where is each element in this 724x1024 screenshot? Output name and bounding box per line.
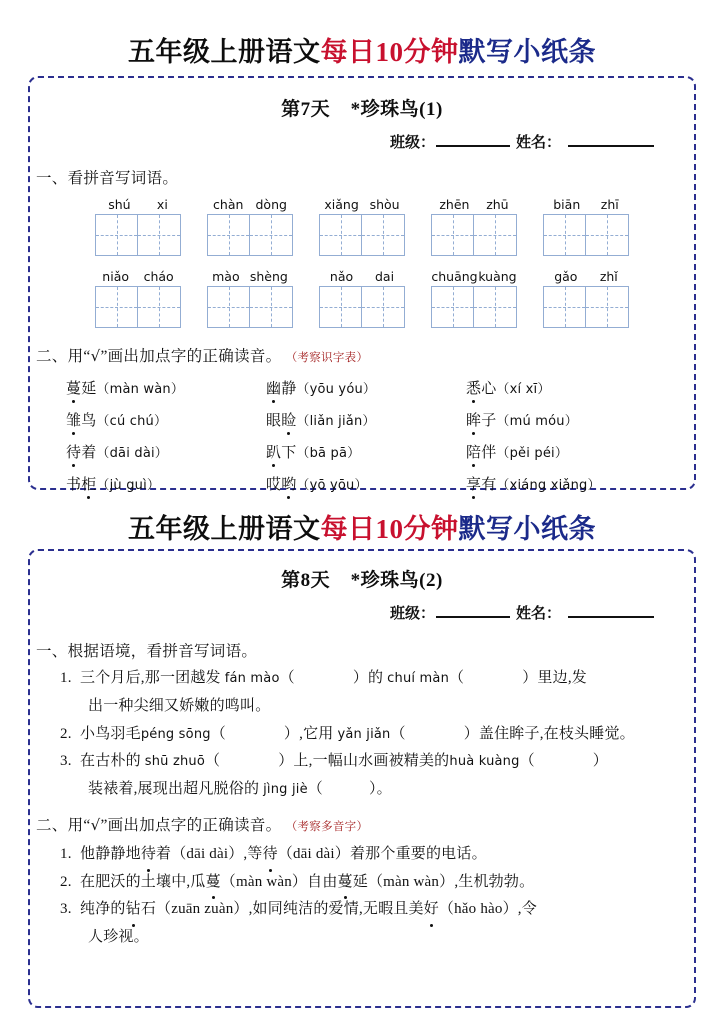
tianzige-box[interactable] bbox=[431, 214, 517, 256]
sentence-text: 小鸟羽毛 bbox=[80, 725, 141, 742]
sentence-text: （màn wàn）自由 bbox=[220, 873, 338, 890]
pinyin-choice-item[interactable] bbox=[66, 409, 266, 430]
q2-heading-2 bbox=[30, 813, 694, 835]
worksheet-2-id-line bbox=[30, 602, 694, 623]
pinyin-grid-item[interactable] bbox=[207, 269, 293, 328]
pinyin-label bbox=[543, 269, 629, 284]
pinyin-hint: shū zhuō bbox=[144, 754, 206, 770]
page-title-2 bbox=[0, 507, 724, 546]
word-char: 心 bbox=[481, 381, 497, 397]
tianzige-cell[interactable] bbox=[544, 287, 586, 327]
dotted-char: 雏 bbox=[66, 409, 81, 430]
pinyin-options[interactable]: （xí xī） bbox=[496, 382, 551, 397]
pinyin-choice-item[interactable] bbox=[266, 409, 466, 430]
word-char: 延 bbox=[81, 381, 97, 397]
polyphone-sentence-item[interactable] bbox=[60, 841, 694, 869]
item-number: 1. bbox=[60, 670, 72, 686]
worksheet-2-frame bbox=[28, 549, 696, 1008]
q2-heading-1 bbox=[30, 344, 694, 366]
dotted-char: 待 bbox=[141, 841, 156, 869]
pinyin-syllable: gǎo bbox=[554, 269, 578, 284]
pinyin-choice-item[interactable] bbox=[466, 409, 694, 430]
item-text bbox=[80, 753, 608, 769]
name-label-1: 姓名： bbox=[515, 135, 561, 151]
tianzige-box[interactable] bbox=[207, 286, 293, 328]
q2-heading-post-2: ”画出加点字的正确读音。 bbox=[100, 816, 282, 834]
dotted-char: 待 bbox=[263, 841, 278, 869]
pinyin-choice-item[interactable] bbox=[66, 377, 266, 398]
q2-note-1: （考察识字表） bbox=[291, 352, 369, 364]
pinyin-hint: huà kuàng bbox=[449, 754, 520, 770]
pinyin-syllable: chuāng bbox=[431, 269, 478, 284]
polyphone-sentence-item[interactable] bbox=[60, 869, 694, 897]
sentence-text: 着（dāi dài）,等 bbox=[156, 845, 263, 862]
pinyin-syllable: chàn bbox=[213, 197, 244, 212]
pinyin-options[interactable]: （bā pā） bbox=[296, 446, 361, 461]
pinyin-choice-item[interactable] bbox=[266, 441, 466, 462]
word-char: 着 bbox=[81, 445, 97, 461]
context-fill-list bbox=[30, 665, 694, 804]
pinyin-options[interactable]: （liǎn jiǎn） bbox=[296, 414, 376, 429]
pinyin-options[interactable]: （màn wàn） bbox=[96, 382, 185, 397]
sentence-text: 人珍视。 bbox=[88, 929, 149, 945]
title2-part-black: 五年级上册语文 bbox=[128, 514, 321, 544]
pinyin-syllable: zhǐ bbox=[599, 269, 618, 284]
tianzige-box[interactable] bbox=[207, 214, 293, 256]
pinyin-grid-item[interactable] bbox=[543, 269, 629, 328]
pinyin-syllable: niǎo bbox=[102, 269, 129, 284]
word-char: 子 bbox=[481, 413, 497, 429]
sentence-text: 延（màn wàn）,生机勃勃。 bbox=[352, 873, 535, 890]
word-char: 下 bbox=[281, 445, 297, 461]
word-char: 眼 bbox=[266, 413, 282, 429]
dotted-char: 悉 bbox=[466, 377, 481, 398]
item-number: 3. bbox=[60, 901, 72, 918]
q2-heading-post-1: ”画出加点字的正确读音。 bbox=[100, 348, 282, 365]
pinyin-syllable: shòu bbox=[369, 197, 400, 212]
sentence-line-2 bbox=[60, 776, 694, 804]
tianzige-cell[interactable] bbox=[586, 287, 628, 327]
name-field-2[interactable] bbox=[516, 602, 654, 623]
pinyin-label bbox=[207, 197, 293, 212]
sentence-text: ）。 bbox=[368, 781, 392, 797]
pinyin-syllable: dòng bbox=[255, 197, 287, 212]
sentence-text: ）上,一幅山水画被精美的 bbox=[278, 753, 450, 770]
name-blank-1[interactable] bbox=[568, 133, 654, 147]
tianzige-cell[interactable] bbox=[96, 215, 138, 255]
name-field-1[interactable] bbox=[516, 131, 654, 152]
q2-heading-pre-1: 二、用“ bbox=[36, 348, 91, 365]
checkmark-icon-1: √ bbox=[90, 347, 101, 365]
pinyin-choice-item[interactable] bbox=[66, 473, 266, 494]
tianzige-cell[interactable] bbox=[544, 215, 586, 255]
sentence-text: ） bbox=[592, 753, 608, 770]
item-text bbox=[80, 846, 487, 862]
word-char: 静 bbox=[281, 381, 297, 397]
dotted-char: 好 bbox=[424, 896, 439, 924]
pinyin-syllable: dai bbox=[375, 269, 395, 284]
class-label-2: 班级： bbox=[389, 606, 435, 622]
tianzige-box[interactable] bbox=[319, 214, 405, 256]
tianzige-box[interactable] bbox=[95, 214, 181, 256]
item-text bbox=[80, 670, 587, 686]
tianzige-cell[interactable] bbox=[208, 215, 250, 255]
worksheet-1-title bbox=[0, 30, 724, 69]
context-fill-item[interactable] bbox=[60, 748, 694, 804]
bracket-open: （ bbox=[210, 725, 226, 742]
pinyin-options[interactable]: （yōu yóu） bbox=[296, 382, 377, 397]
word-char: 有 bbox=[481, 477, 497, 493]
pinyin-options[interactable]: （dāi dài） bbox=[96, 446, 168, 461]
tianzige-cell[interactable] bbox=[96, 287, 138, 327]
worksheet-1-frame bbox=[28, 76, 696, 493]
pinyin-label bbox=[543, 197, 629, 212]
worksheet-2-title bbox=[0, 507, 724, 546]
pinyin-choice-list-1 bbox=[30, 377, 694, 494]
tianzige-cell[interactable] bbox=[362, 215, 404, 255]
sentence-text: 纯净的 bbox=[80, 901, 126, 918]
pinyin-label bbox=[431, 269, 517, 284]
item-number: 2. bbox=[60, 873, 72, 890]
pinyin-grid-row-1 bbox=[30, 197, 694, 256]
item-text bbox=[80, 901, 537, 917]
worksheet-2-day-line bbox=[30, 565, 694, 592]
pinyin-options[interactable]: （mú móu） bbox=[496, 414, 578, 429]
sentence-text: 石（zuān zuàn）,如同纯洁的爱情,无暇且美 bbox=[140, 901, 424, 918]
dotted-char: 哟 bbox=[281, 473, 296, 494]
pinyin-syllable: cháo bbox=[143, 269, 174, 284]
bracket-open: （ bbox=[307, 781, 323, 797]
tianzige-cell[interactable] bbox=[474, 215, 516, 255]
title-part-black: 五年级上册语文 bbox=[128, 37, 321, 67]
polyphone-sentence-list bbox=[30, 841, 694, 952]
dotted-char: 趴 bbox=[266, 441, 281, 462]
pinyin-hint: jìng jiè bbox=[263, 782, 308, 797]
item-text bbox=[80, 726, 635, 742]
tianzige-cell[interactable] bbox=[474, 287, 516, 327]
pinyin-choice-item[interactable] bbox=[66, 441, 266, 462]
pinyin-syllable: shèng bbox=[249, 269, 288, 284]
pinyin-grid-item[interactable] bbox=[95, 269, 181, 328]
title-part-red: 每日10分钟 bbox=[320, 37, 459, 67]
item-number: 3. bbox=[60, 753, 72, 770]
title2-part-blue: 默写小纸条 bbox=[458, 514, 596, 544]
tianzige-cell[interactable] bbox=[320, 287, 362, 327]
word-char: 鸟 bbox=[81, 413, 97, 429]
tianzige-cell[interactable] bbox=[432, 287, 474, 327]
day-label-1: 第7天 bbox=[281, 99, 331, 120]
pinyin-syllable: zhēn bbox=[439, 197, 470, 212]
bracket-open: （ bbox=[279, 670, 295, 686]
sentence-text: ）盖住眸子,在枝头睡觉。 bbox=[463, 725, 635, 742]
tianzige-cell[interactable] bbox=[208, 287, 250, 327]
q1-heading-2: 一、根据语境，看拼音写词语。 bbox=[36, 643, 258, 660]
pinyin-syllable: xi bbox=[156, 197, 168, 212]
tianzige-box[interactable] bbox=[543, 214, 629, 256]
dotted-char: 享 bbox=[466, 473, 481, 494]
tianzige-cell[interactable] bbox=[138, 215, 180, 255]
tianzige-cell[interactable] bbox=[138, 287, 180, 327]
pinyin-syllable: shú bbox=[108, 197, 131, 212]
dotted-char: 蔓 bbox=[338, 869, 353, 897]
pinyin-grid-item[interactable] bbox=[543, 197, 629, 256]
tianzige-cell[interactable] bbox=[432, 215, 474, 255]
tianzige-box[interactable] bbox=[95, 286, 181, 328]
pinyin-syllable: biān bbox=[553, 197, 581, 212]
sentence-text: 装裱着,展现出超凡脱俗的 bbox=[88, 781, 264, 797]
class-blank-1[interactable] bbox=[436, 133, 510, 147]
pinyin-hint: yǎn jiǎn bbox=[337, 726, 391, 742]
pinyin-grid-item[interactable] bbox=[319, 269, 405, 328]
tianzige-cell[interactable] bbox=[250, 287, 292, 327]
pinyin-options[interactable]: （cú chú） bbox=[96, 414, 168, 429]
worksheet-1-day-line bbox=[30, 94, 694, 121]
tianzige-box[interactable] bbox=[543, 286, 629, 328]
title-part-blue: 默写小纸条 bbox=[458, 37, 596, 67]
tianzige-cell[interactable] bbox=[362, 287, 404, 327]
dotted-char: 钻 bbox=[126, 896, 141, 924]
pinyin-syllable: nǎo bbox=[329, 269, 354, 284]
pinyin-label bbox=[95, 269, 181, 284]
class-label-1: 班级： bbox=[389, 135, 435, 151]
word-char: 伴 bbox=[481, 445, 497, 461]
name-label-2: 姓名： bbox=[515, 606, 561, 622]
word-char: 哎 bbox=[266, 477, 282, 493]
context-fill-item[interactable] bbox=[60, 665, 694, 721]
pinyin-grid-item[interactable] bbox=[431, 269, 517, 328]
sentence-text: ）的 bbox=[352, 670, 388, 686]
tianzige-cell[interactable] bbox=[586, 215, 628, 255]
sentence-text: 在肥沃的土壤中,瓜 bbox=[80, 873, 206, 890]
pinyin-grid-item[interactable] bbox=[207, 197, 293, 256]
pinyin-hint: péng sōng bbox=[140, 726, 211, 742]
dotted-char: 幽 bbox=[266, 377, 281, 398]
pinyin-grid-row-2 bbox=[30, 269, 694, 328]
pinyin-choice-item[interactable] bbox=[266, 473, 466, 494]
page-title-1 bbox=[0, 30, 724, 69]
dotted-char: 蔓 bbox=[206, 869, 221, 897]
bracket-open: （ bbox=[205, 753, 221, 770]
item-text bbox=[80, 874, 534, 890]
pinyin-choice-item[interactable] bbox=[466, 377, 694, 398]
pinyin-syllable: xiǎng bbox=[324, 197, 359, 212]
bracket-open: （ bbox=[449, 670, 465, 686]
class-blank-2[interactable] bbox=[436, 604, 510, 618]
pinyin-label bbox=[319, 197, 405, 212]
pinyin-label bbox=[319, 269, 405, 284]
pinyin-syllable: mào bbox=[212, 269, 240, 284]
pinyin-grid-item[interactable] bbox=[95, 197, 181, 256]
name-blank-2[interactable] bbox=[568, 604, 654, 618]
worksheet-1-id-line bbox=[30, 131, 694, 152]
polyphone-sentence-item[interactable] bbox=[60, 896, 694, 952]
lesson-label-1: *珍珠鸟(1) bbox=[350, 99, 443, 120]
pinyin-choice-item[interactable] bbox=[466, 441, 694, 462]
pinyin-options[interactable]: （yō yōu） bbox=[296, 478, 368, 493]
pinyin-label bbox=[207, 269, 293, 284]
pinyin-choice-item[interactable] bbox=[266, 377, 466, 398]
pinyin-options[interactable]: （pěi péi） bbox=[496, 446, 569, 461]
dotted-char: 待 bbox=[66, 441, 81, 462]
pinyin-syllable: zhū bbox=[486, 197, 509, 212]
class-field-2[interactable] bbox=[390, 602, 510, 623]
pinyin-options[interactable]: （jù guì） bbox=[96, 478, 161, 493]
dotted-char: 蔓 bbox=[66, 377, 81, 398]
lesson-label-2: *珍珠鸟(2) bbox=[350, 570, 443, 591]
class-field-1[interactable] bbox=[390, 131, 510, 152]
pinyin-grid-item[interactable] bbox=[319, 197, 405, 256]
sentence-text: ）,它用 bbox=[283, 725, 338, 742]
pinyin-hint: fán mào bbox=[224, 671, 280, 686]
dotted-char: 陪 bbox=[466, 441, 481, 462]
context-fill-item[interactable] bbox=[60, 721, 694, 749]
tianzige-box[interactable] bbox=[319, 286, 405, 328]
pinyin-hint: chuí màn bbox=[387, 671, 450, 686]
pinyin-options[interactable]: （xiáng xiǎng） bbox=[496, 478, 601, 493]
pinyin-grid-item[interactable] bbox=[431, 197, 517, 256]
dotted-char: 眸 bbox=[466, 409, 481, 430]
checkmark-icon-2: √ bbox=[90, 815, 101, 834]
sentence-text: ）里边,发 bbox=[522, 670, 587, 686]
q2-note-2: （考察多音字） bbox=[291, 820, 369, 833]
sentence-text: 他静静地 bbox=[80, 845, 141, 862]
sentence-text: （dāi dài）着那个重要的电话。 bbox=[277, 845, 487, 862]
sentence-text: 出一种尖细又娇嫩的鸣叫。 bbox=[88, 697, 271, 714]
sentence-text: 三个月后,那一团越发 bbox=[80, 670, 225, 686]
tianzige-cell[interactable] bbox=[320, 215, 362, 255]
bracket-open: （ bbox=[519, 753, 535, 770]
sentence-text: （hǎo hào）,令 bbox=[438, 901, 537, 918]
q2-heading-pre-2: 二、用“ bbox=[36, 816, 91, 834]
tianzige-cell[interactable] bbox=[250, 215, 292, 255]
dotted-char: 柜 bbox=[81, 473, 96, 494]
item-number: 2. bbox=[60, 725, 72, 742]
pinyin-choice-item[interactable] bbox=[466, 473, 694, 494]
pinyin-label bbox=[431, 197, 517, 212]
day-label-2: 第8天 bbox=[281, 570, 331, 591]
pinyin-syllable: kuàng bbox=[478, 269, 517, 284]
dotted-char: 睑 bbox=[281, 409, 296, 430]
item-number: 1. bbox=[60, 845, 72, 862]
pinyin-syllable: zhī bbox=[600, 197, 619, 212]
bracket-open: （ bbox=[390, 725, 406, 742]
tianzige-box[interactable] bbox=[431, 286, 517, 328]
q1-heading-1: 一、看拼音写词语。 bbox=[36, 170, 179, 187]
word-char: 书 bbox=[66, 477, 82, 493]
title2-part-red: 每日10分钟 bbox=[320, 514, 459, 544]
pinyin-label bbox=[95, 197, 181, 212]
sentence-text: 在古朴的 bbox=[80, 753, 145, 770]
